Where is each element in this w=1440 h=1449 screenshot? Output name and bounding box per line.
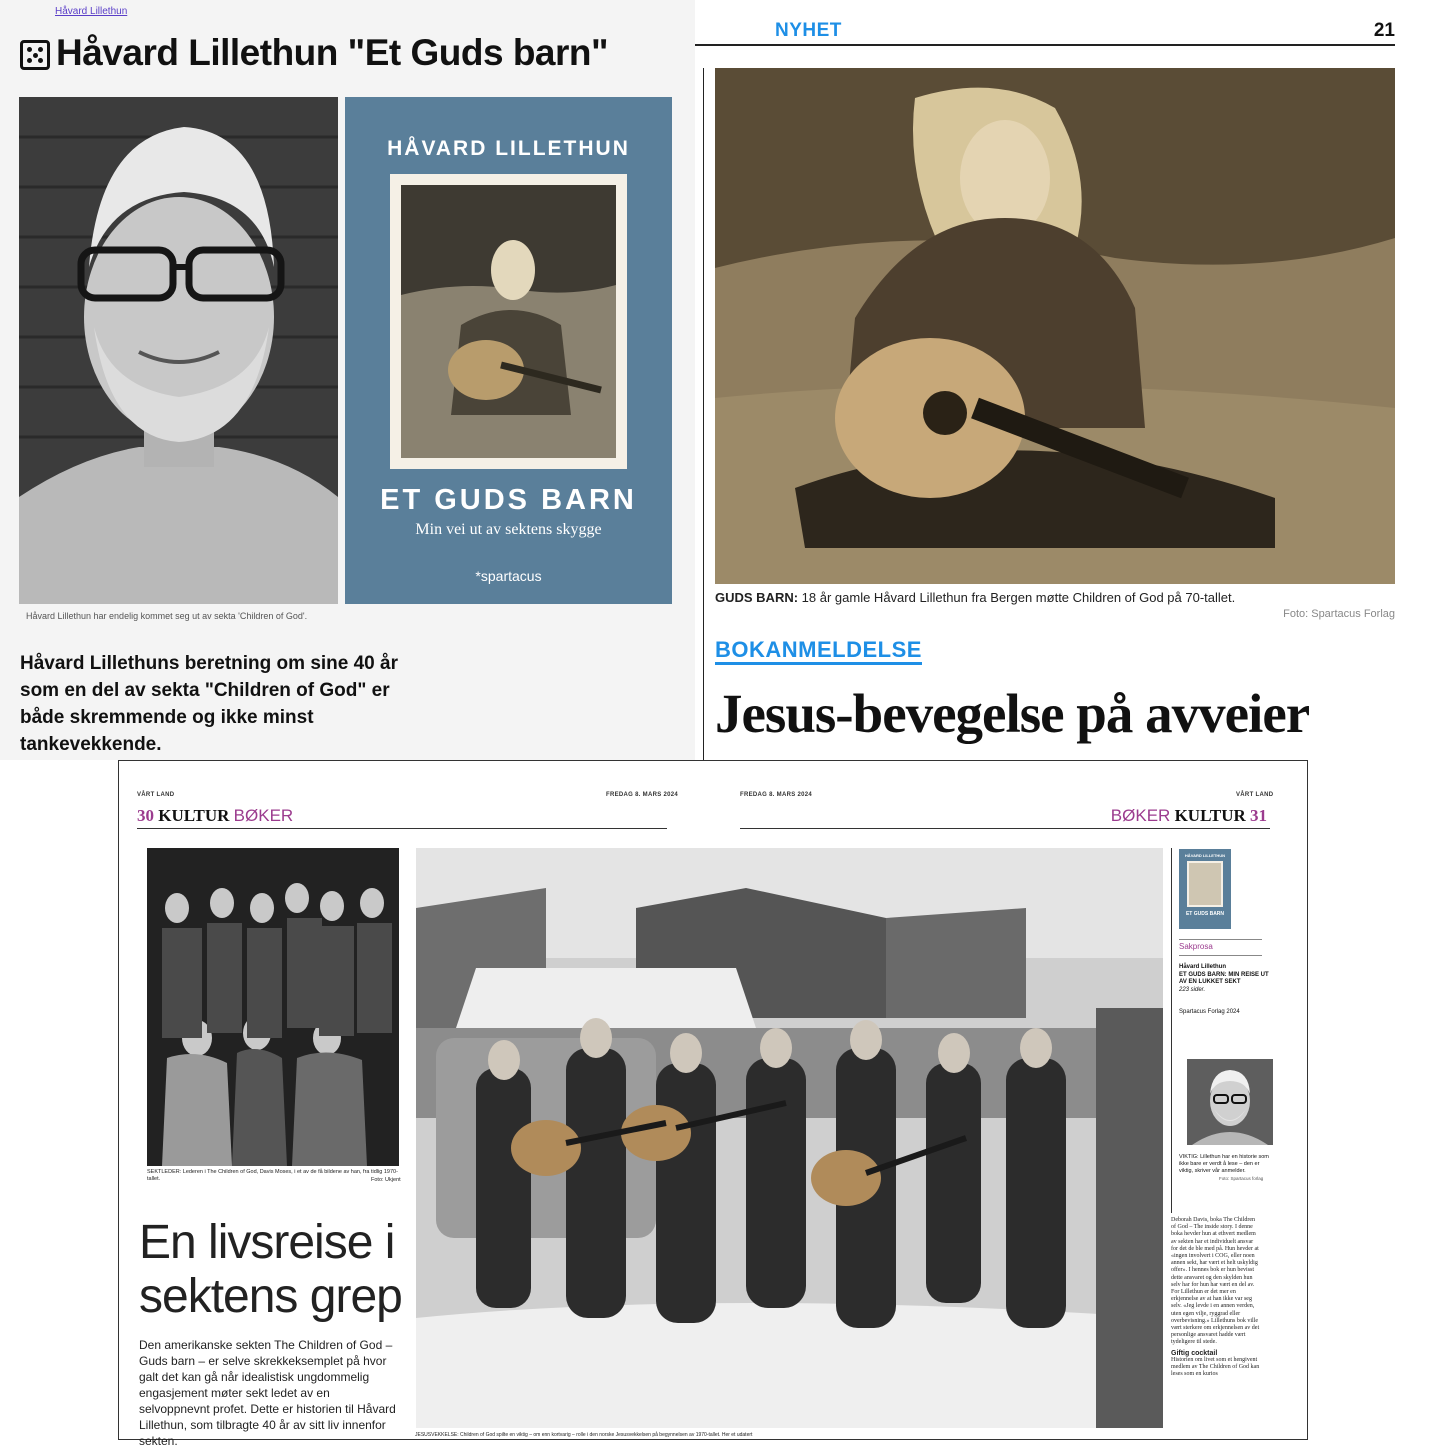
factbox-divider — [1171, 848, 1172, 1213]
spread-headline-line-2: sektens grep — [139, 1270, 402, 1323]
right-page-number: 31 — [1250, 806, 1267, 825]
left-running-head — [137, 806, 293, 826]
cover-subtitle: Min vei ut av sektens skygge — [415, 521, 602, 538]
left-masthead: VÅRT LAND — [137, 792, 175, 798]
right-header-rule — [740, 828, 1270, 829]
article-lead: Håvard Lillethuns beretning om sine 40 år som en del av sekta "Children of God" er både skremmende og ikke minst tankevekkende. — [20, 653, 398, 755]
factbox-publisher: Spartacus Forlag 2024 — [1179, 1009, 1240, 1015]
right-masthead: VÅRT LAND — [1236, 792, 1274, 798]
mini-cover-title: ET GUDS BARN — [1185, 911, 1225, 917]
factbox-rule-mid — [1179, 955, 1262, 956]
page-number: 21 — [1373, 20, 1395, 41]
factbox-rule-top — [1179, 939, 1262, 940]
spread-ingress: Den amerikanske sekten The Children of God – Guds barn – er selve skrekkeksemplet på hvor galt det kan gå når idealistisk ungdommelig engasjement møter sekt ledet av en selvoppnevnt profet. Dette er historien til Håvard Lillethun, som tilbragte 40 år av sitt liv innenfor sekten. — [139, 1338, 396, 1448]
review-body-text: Deborah Davis, boka The Children of God – The inside story. I denne boka hevder hun at ethvert medlem av sekten har et individuelt ansvar for det de ble med på. Hun hevder at «ingen involvert i COG, eller noen annen sekt, har vært et helt uskyldig offer». I hennes bok er hun bevisst dette ansvaret og den skylden hun selv har for hun har vært en del av. For Lillethun er det mer en erkjennelse av at han ikke var seg selv. «Jeg levde i en annen verden, uten egen vilje, ryggrad eller overbevisning.» Lillethuns bok ville vært sterkere om erkjennelsen av det personlige ansvaret hadde vært tydeligere til stede. — [1171, 1217, 1260, 1346]
left-subsection: BØKER — [233, 806, 294, 825]
photo-caption: Håvard Lillethun har endelig kommet seg ut av sekta 'Children of God'. — [26, 611, 308, 621]
guitar-photo — [715, 68, 1395, 584]
caption-text: 18 år gamle Håvard Lillethun fra Bergen møtte Children of God på 70-tallet. — [798, 590, 1236, 605]
article-title — [20, 32, 608, 74]
article-title-text: Håvard Lillethun "Et Guds barn" — [56, 32, 609, 73]
right-section: KULTUR — [1174, 806, 1246, 825]
left-page-number: 30 — [137, 806, 154, 825]
factbox-genre: Sakprosa — [1179, 942, 1213, 951]
book-cover — [345, 97, 672, 604]
newspaper-spread-panel — [118, 760, 1308, 1448]
review-kicker: BOKANMELDELSE — [715, 638, 922, 665]
right-running-head — [1111, 806, 1267, 826]
right-subsection: BØKER — [1110, 806, 1171, 825]
left-section: KULTUR — [158, 806, 230, 825]
web-article-panel — [0, 0, 695, 760]
factbox-pages: 223 sider. — [1179, 986, 1206, 993]
right-date: FREDAG 8. MARS 2024 — [740, 792, 813, 798]
caption-label: GUDS BARN: — [715, 590, 799, 605]
cover-publisher: *spartacus — [475, 568, 542, 584]
review-body-text-2: Historien om livet som et hengivent medlem av The Children of God kan leses som en kurios — [1171, 1356, 1260, 1378]
left-date: FREDAG 8. MARS 2024 — [606, 792, 679, 798]
spread-headline — [139, 1216, 402, 1324]
cover-photo-frame — [390, 174, 627, 469]
newspaper-clipping-panel — [695, 0, 1440, 760]
cover-author: HÅVARD LILLETHUN — [387, 137, 630, 160]
factbox-author: Håvard Lillethun — [1179, 964, 1227, 970]
review-body-column — [1171, 1217, 1261, 1378]
photo-caption — [715, 590, 1235, 605]
avatar-credit: Foto: Spartacus forlag — [1219, 1176, 1264, 1181]
column-rule — [703, 68, 704, 760]
author-portrait-photo — [19, 97, 338, 604]
review-headline: Jesus-bevegelse på avveier — [715, 683, 1310, 744]
cover-title: ET GUDS BARN — [380, 484, 637, 516]
review-subhead: Giftig cocktail — [1171, 1349, 1218, 1357]
spread-headline-line-1: En livsreise i — [139, 1216, 395, 1269]
mini-cover-photo — [1187, 861, 1223, 907]
mini-cover-author: HÅVARD LILLETHUN — [1184, 853, 1226, 858]
cult-leader-photo — [147, 848, 399, 1166]
avatar-caption: VIKTIG: Lillethun har en historie som ikke bare er verdt å lese – den er viktig, skriver vår anmelder. — [1179, 1154, 1269, 1174]
reviewer-subject-avatar — [1187, 1059, 1273, 1145]
breadcrumb-author-link[interactable]: Håvard Lillethun — [55, 6, 128, 17]
jesus-movement-photo — [416, 848, 1163, 1428]
section-label: NYHET — [775, 20, 842, 41]
left-header-rule — [137, 828, 667, 829]
factbox-book-title: ET GUDS BARN: MIN REISE UT AV EN LUKKET SEKT — [1179, 971, 1269, 985]
factbox-info — [1179, 964, 1269, 994]
header-rule — [695, 44, 1395, 46]
cover-photo — [401, 185, 616, 458]
photo-credit: Foto: Spartacus Forlag — [1283, 608, 1395, 620]
mini-book-cover — [1179, 849, 1231, 929]
large-photo-caption: JESUSVEKKELSE: Children of God spilte en viktig – om enn kortvarig – rolle i den norske Jesusvekkelsen på begynnelsen av 1970-tallet. Her et udatert — [415, 1432, 753, 1438]
small-photo-credit: Foto: Ukjent — [371, 1177, 401, 1183]
small-photo-caption: SEKTLEDER: Lederen i The Children of God, Davis Moses, i et av de få bildene av han, fra tidlig 1970-tallet. — [147, 1169, 398, 1182]
